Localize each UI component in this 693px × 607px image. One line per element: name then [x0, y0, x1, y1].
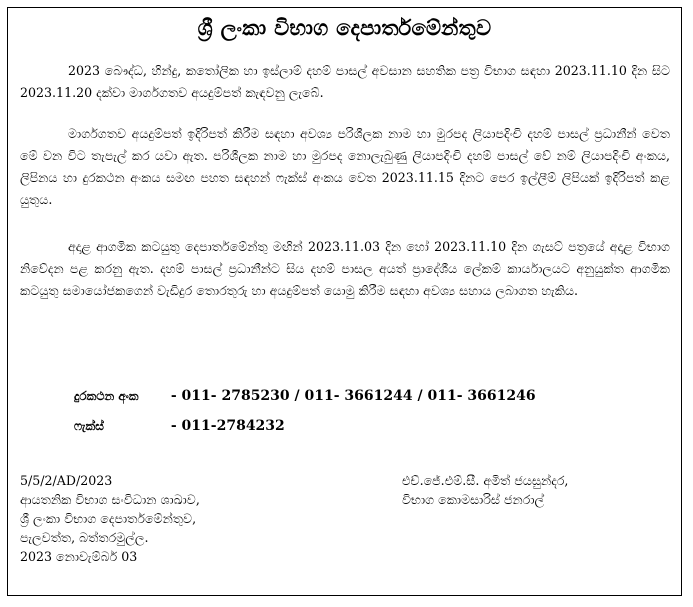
notice-frame: [7, 7, 682, 596]
paragraph-3: අදාළ ආගමික කටයුතු දෙපාර්තමේන්තු මඟින් 2023.11.03 දින හෝ 2023.11.10 දින ගැසට් පත්‍රයේ අදාළ විභාග නිවේදන පළ කරනු ඇත. දහම් පාසල් ප්‍රධානීන්ට සිය දහම් පාසල අයත් ප්‍රාදේශීය ලේකම් කාර්යාලයට අනුයුක්ත ආගමික කටයුතු සමායෝජකගෙන් වැඩිදුර තොරතුරු හා අයදුම්පත් යොමු කිරීම සඳහා අවශ්‍ය සහාය ලබාගත හැකිය.: [20, 239, 670, 298]
phone-label: දුරකථන අංක: [74, 389, 139, 403]
signatory-title: විභාග කොමසාරිස් ජනරාල්: [402, 492, 545, 507]
address-line: පැලවත්ත, බත්තරමුල්ල.: [20, 530, 149, 545]
phone-contact: [74, 388, 536, 404]
signatory-name: එච්.ජේ.එම්.සී. අමිත් ජයසුන්දර,: [402, 473, 569, 488]
paragraph-1: 2023 බෞද්ධ, හින්දු, කතෝලික හා ඉස්ලාම් දහම් පාසල් අවසාන සහතික පත්‍ර විභාග සඳහා 2023.11.10 දින සිට 2023.11.20 දක්වා මාර්ගගතව අයදුම්පත් කැඳවනු ලැබේ.: [20, 63, 670, 100]
reference-address-block: [20, 471, 200, 566]
fax-number: - 011-2784232: [170, 418, 285, 434]
fax-label: ෆැක්ස්: [74, 419, 104, 433]
address-line: ආයතනික විභාග සංවිධාන ශාඛාව,: [20, 492, 200, 507]
address-line: ශ්‍රී ලංකා විභාග දෙපාර්තමේන්තුව,: [20, 511, 197, 526]
phone-numbers: - 011- 2785230 / 011- 3661244 / 011- 3661246: [170, 388, 536, 404]
fax-contact: [74, 418, 285, 434]
signatory-block: [402, 471, 568, 509]
reference-number: 5/5/2/AD/2023: [20, 473, 113, 488]
issue-date: 2023 නොවැම්බර් 03: [20, 549, 138, 564]
paragraph-2: මාර්ගගතව අයදුම්පත් ඉදිරිපත් කිරීම සඳහා අවශ්‍ය පරිශීලක නාම හා මුරපද ලියාපදිංචි දහම් පාසල් ප්‍රධානීන් වෙත මේ වන විට තැපැල් කර යවා ඇත. පරිශීලක නාම හා මුරපද නොලැබුණු ලියාපදිංචි දහම් පාසල් වේ නම් ලියාපදිංචි අංකය, ලිපිනය හා දුරකථන අංකය සමඟ පහත සඳහන් ෆැක්ස් අංකය වෙත 2023.11.15 දිනට පෙර ඉල්ලීම් ලිපියක් ඉදිරිපත් කළ යුතුය.: [20, 126, 670, 207]
notice-title: ශ්‍රී ලංකා විභාග දෙපාර්තමේන්තුව: [197, 16, 492, 40]
